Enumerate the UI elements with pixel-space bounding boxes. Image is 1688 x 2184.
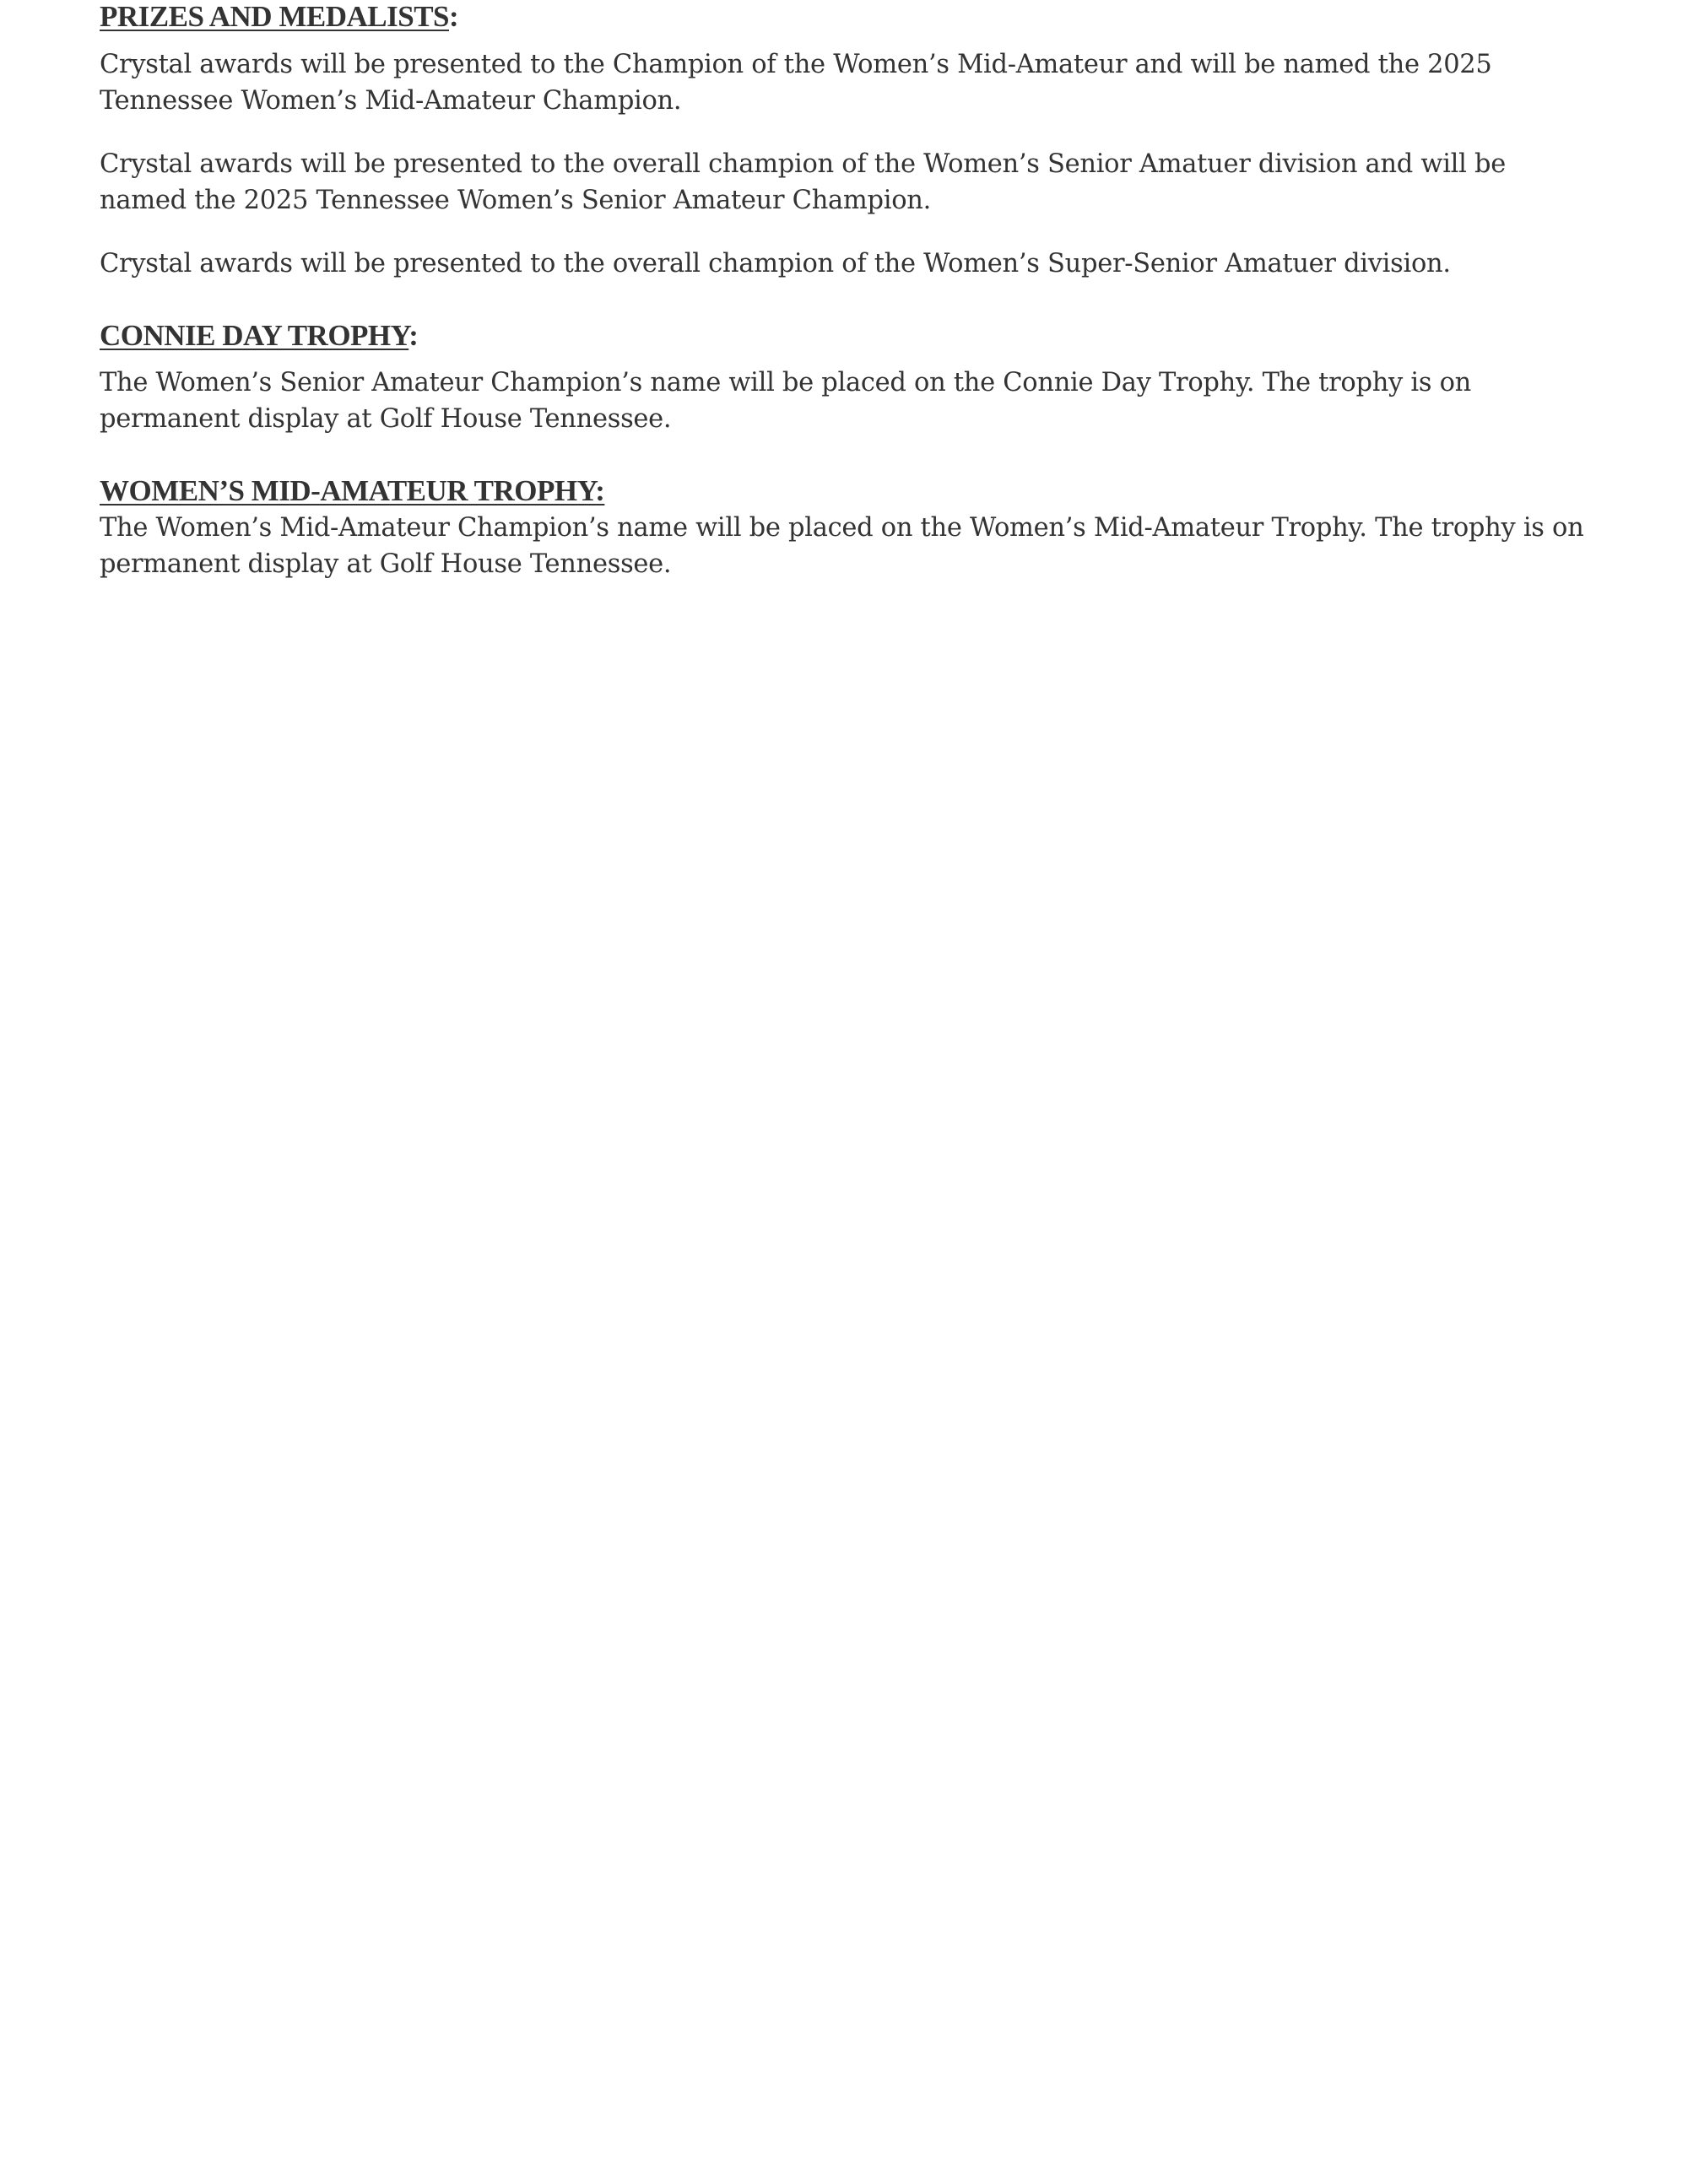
heading-colon: :	[408, 319, 419, 352]
heading-text: WOMEN’S MID-AMATEUR TROPHY:	[100, 474, 605, 507]
paragraph: Crystal awards will be presented to the overall champion of the Women’s Senior Amatuer division and will be named the 2025 Tennessee Women’s Senior Amateur Champion.	[100, 149, 1506, 215]
paragraph: The Women’s Mid-Amateur Champion’s name will be placed on the Women’s Mid-Amateur Trophy. The trophy is on permanent display at Golf House Tennessee.	[100, 513, 1584, 579]
paragraph: Crystal awards will be presented to the overall champion of the Women’s Super-Senior Amatuer division.	[100, 249, 1451, 278]
heading-text: CONNIE DAY TROPHY	[100, 319, 409, 352]
paragraph: The Women’s Senior Amateur Champion’s name will be placed on the Connie Day Trophy. The trophy is on permanent display at Golf House Tennessee.	[100, 368, 1471, 434]
section-heading-connie-day-trophy	[100, 319, 418, 353]
heading-colon: :	[449, 0, 459, 33]
section-heading-prizes-and-medalists	[100, 0, 458, 34]
paragraph: Crystal awards will be presented to the Champion of the Women’s Mid-Amateur and will be named the 2025 Tennessee Women’s Mid-Amateur Champion.	[100, 50, 1492, 116]
section-heading-womens-mid-amateur-trophy	[100, 474, 604, 508]
heading-text: PRIZES AND MEDALISTS	[100, 0, 449, 33]
